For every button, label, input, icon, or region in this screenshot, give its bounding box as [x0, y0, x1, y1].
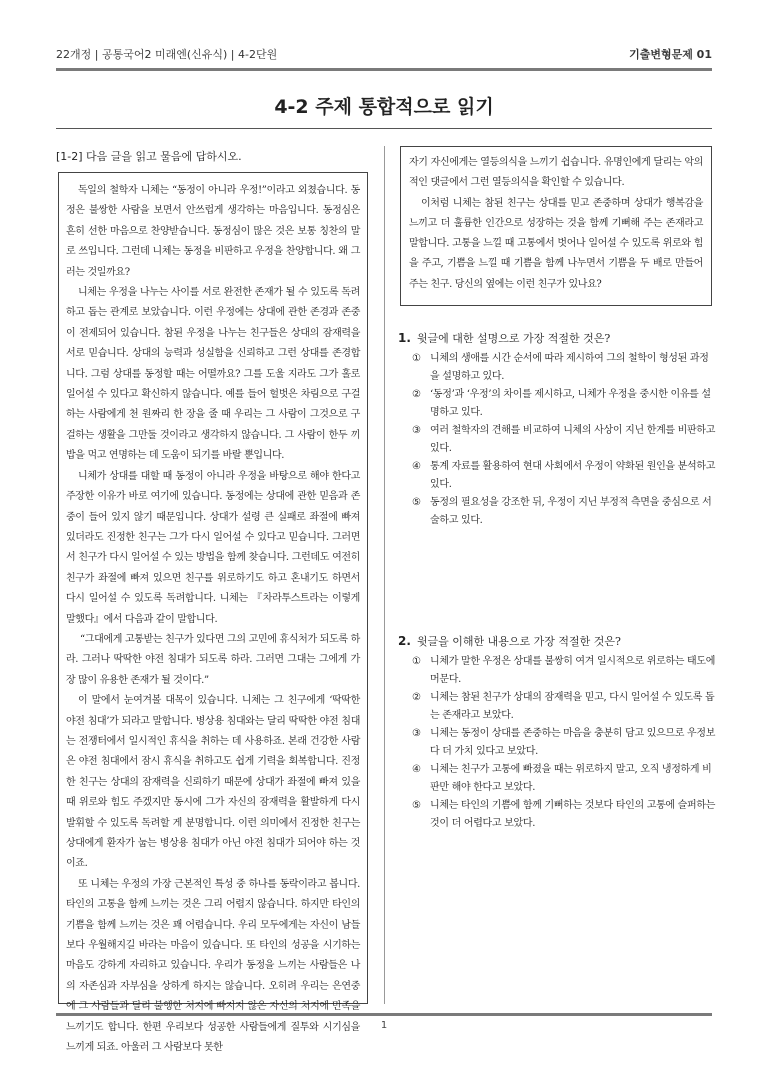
page-number: 1	[380, 1020, 388, 1031]
answer-choice[interactable]	[398, 350, 716, 386]
answer-choice[interactable]	[398, 761, 716, 797]
choice-text: 니체의 생애를 시간 순서에 따라 제시하여 그의 철학이 형성된 과정을 설명하고 있다.	[430, 353, 709, 382]
header-course-info: 22개정 | 공통국어2 미래엔(신유식) | 4-2단원	[56, 48, 278, 61]
answer-choice[interactable]	[398, 458, 716, 494]
question-number: 2.	[398, 634, 411, 648]
question-number: 1.	[398, 331, 411, 345]
passage-box	[58, 172, 368, 1054]
answer-choice[interactable]	[398, 653, 716, 689]
question-2	[398, 633, 716, 833]
passage-paragraph: 니체는 우정을 나누는 사이를 서로 완전한 존재가 될 수 있도록 독려하고 돕는 관계로 보았습니다. 이런 우정에는 상대에 관한 존경과 존중이 전제되어 있습니다. 참된 우정을 나누는 친구들은 상대의 잠재력을 서로 믿습니다. 상대의 능력과 성실함을 신뢰하고 그런 상대를 존경합니다. 그럼 상대를 동정할 때는 어떨까요? 그를 도울 지라도 그가 홀로 일어설 수 있다고 확신하지 않습니다. 예를 들어 헐벗은 차림으로 구걸하는 사람에게 천 원짜리 한 장을 줄 때 우리는 그 사람이 그것으로 구걸하는 생활을 그만둘 것이라고 생각하지 않습니다. 그 사람이 한두 끼 밥을 먹고 연명하는 데 도움이 되기를 바랄 뿐입니다.	[66, 287, 360, 462]
choice-mark: ②	[412, 389, 421, 400]
choice-mark: ③	[412, 728, 421, 739]
passage-quote: “그대에게 고통받는 친구가 있다면 그의 고민에 휴식처가 되도록 하라. 그러나 딱딱한 야전 침대가 되도록 하라. 그러면 그대는 그에게 가장 많이 유용한 존재가 될 것이다.”	[66, 633, 360, 686]
passage-continuation-box	[400, 146, 712, 306]
choice-text: 동정의 필요성을 강조한 뒤, 우정이 지닌 부정적 측면을 중심으로 서술하고 있다.	[430, 497, 712, 526]
question-text: 윗글에 대한 설명으로 가장 적절한 것은?	[416, 332, 611, 345]
choice-mark: ⑤	[412, 800, 421, 811]
passage-paragraph: 독일의 철학자 니체는 “동정이 아니라 우정!”이라고 외쳤습니다. 동정은 불쌍한 사람을 보면서 안쓰럽게 생각하는 마음입니다. 동정심은 흔히 선한 마음으로 찬양받습니다. 동정심이 많은 것은 보통 칭찬의 말로 쓰입니다. 그런데 니체는 동정을 비판하고 우정을 찬양합니다. 왜 그러는 것일까요?	[66, 185, 360, 278]
choice-text: ‘동정’과 ‘우정’의 차이를 제시하고, 니체가 우정을 중시한 이유를 설명하고 있다.	[430, 389, 711, 418]
page-title: 4-2 주제 통합적으로 읽기	[274, 96, 494, 118]
column-divider	[384, 146, 385, 1004]
choice-mark: ①	[412, 656, 421, 667]
footer-rule	[56, 1013, 712, 1016]
choice-text: 니체는 타인의 기쁨에 함께 기뻐하는 것보다 타인의 고통에 슬퍼하는 것이 더 어렵다고 보았다.	[430, 800, 716, 829]
choice-mark: ③	[412, 425, 421, 436]
passage-paragraph: 니체가 상대를 대할 때 동정이 아니라 우정을 바탕으로 해야 한다고 주장한 이유가 바로 여기에 있습니다. 동정에는 상대에 관한 믿음과 존중이 들어 있지 않기 때문입니다. 상대가 설령 큰 실패로 좌절에 빠져 있더라도 진정한 친구는 그가 다시 일어설 수 있다고 믿습니다. 그러면서 친구가 다시 일어설 수 있는 방법을 함께 찾습니다. 그런데도 여전히 친구가 좌절에 빠져 있으면 친구를 위로하기도 하고 혼내기도 하면서 다시 일어설 수 있도록 독려합니다. 니체는 『차라투스트라는 이렇게 말했다』에서 다음과 같이 말합니다.	[66, 470, 360, 625]
question-stem	[398, 330, 716, 346]
choice-mark: ②	[412, 692, 421, 703]
title-rule	[56, 128, 712, 129]
passage-paragraph: 이처럼 니체는 참된 친구는 상대를 믿고 존중하며 상대가 행복감을 느끼고 더 훌륭한 인간으로 성장하는 것을 함께 기뻐해 주는 존재라고 말합니다. 고통을 느낄 때 고통에서 벗어나 일어설 수 있도록 위로와 힘을 주고, 기쁨을 느낄 때 기쁨을 함께 나누면서 기쁨을 두 배로 만들어 주는 친구. 당신의 옆에는 이런 친구가 있나요?	[409, 197, 703, 290]
choice-mark: ④	[412, 461, 421, 472]
choice-mark: ④	[412, 764, 421, 775]
choice-mark: ①	[412, 353, 421, 364]
choice-text: 니체는 동정이 상대를 존중하는 마음을 충분히 담고 있으므로 우정보다 더 가치 있다고 보았다.	[430, 728, 716, 757]
answer-choice[interactable]	[398, 386, 716, 422]
passage-paragraph: 자기 자신에게는 열등의식을 느끼기 쉽습니다. 유명인에게 달리는 악의적인 댓글에서 그런 열등의식을 확인할 수 있습니다.	[409, 157, 703, 189]
answer-choice[interactable]	[398, 725, 716, 761]
answer-choice[interactable]	[398, 422, 716, 458]
choice-mark: ⑤	[412, 497, 421, 508]
passage-paragraph: 이 말에서 눈여겨볼 대목이 있습니다. 니체는 그 친구에게 ‘딱딱한 야전 침대’가 되라고 말합니다. 병상용 침대와는 달리 딱딱한 야전 침대는 전쟁터에서 일시적인 휴식을 취하는 데 사용하죠. 본래 건강한 사람은 야전 침대에서 잠시 휴식을 취하고도 쉽게 기력을 회복합니다. 진정한 친구는 상대의 잠재력을 신뢰하기 때문에 상대가 좌절에 빠져 있을 때 위로와 힘도 주겠지만 동시에 그가 자신의 잠재력을 활발하게 다시 발휘할 수 있도록 독려할 게 분명합니다. 이런 의미에서 진정한 친구는 상대에게 환자가 눕는 병상용 침대가 아닌 야전 침대가 되어야 하는 것이죠.	[66, 695, 360, 870]
header-worksheet-label: 기출변형문제 01	[629, 48, 712, 61]
choice-text: 여러 철학자의 견해를 비교하여 니체의 사상이 지닌 한계를 비판하고 있다.	[430, 425, 716, 454]
answer-choice[interactable]	[398, 797, 716, 833]
answer-choice[interactable]	[398, 689, 716, 725]
question-1	[398, 330, 716, 530]
choice-text: 니체는 친구가 고통에 빠졌을 때는 위로하지 말고, 오직 냉정하게 비판만 해야 한다고 보았다.	[430, 764, 712, 793]
instruction: [1-2] 다음 글을 읽고 물음에 답하시오.	[56, 150, 242, 163]
choice-text: 니체는 참된 친구가 상대의 잠재력을 믿고, 다시 일어설 수 있도록 돕는 존재라고 보았다.	[430, 692, 715, 721]
choice-text: 니체가 말한 우정은 상대를 불쌍히 여겨 일시적으로 위로하는 태도에 머문다.	[430, 656, 716, 685]
choice-text: 통계 자료를 활용하여 현대 사회에서 우정이 약화된 원인을 분석하고 있다.	[430, 461, 716, 490]
question-text: 윗글을 이해한 내용으로 가장 적절한 것은?	[416, 635, 621, 648]
answer-choice[interactable]	[398, 494, 716, 530]
header-rule	[56, 68, 712, 71]
passage-paragraph: 또 니체는 우정의 가장 근본적인 특성 중 하나를 동락이라고 봅니다. 타인의 고통을 함께 느끼는 것은 그리 어렵지 않습니다. 하지만 타인의 기쁨을 함께 느끼는 것은 꽤 어렵습니다. 우리 모두에게는 자신이 남들보다 우월해지길 바라는 마음이 있습니다. 또 타인의 성공을 시기하는 마음도 강하게 자리하고 있습니다. 우리가 동정을 느끼는 사람들은 나의 자존심과 자부심을 상하게 하지는 않습니다. 오히려 우리는 은연중에 그 사람들과 달리 불행한 처지에 빠지지 않은 자신의 처지에 만족을 느끼기도 합니다. 한편 우리보다 성공한 사람들에게 질투와 시기심을 느끼게 되죠. 아울러 그 사람보다 못한	[66, 878, 360, 1054]
question-stem	[398, 633, 716, 649]
page-header	[56, 42, 712, 64]
